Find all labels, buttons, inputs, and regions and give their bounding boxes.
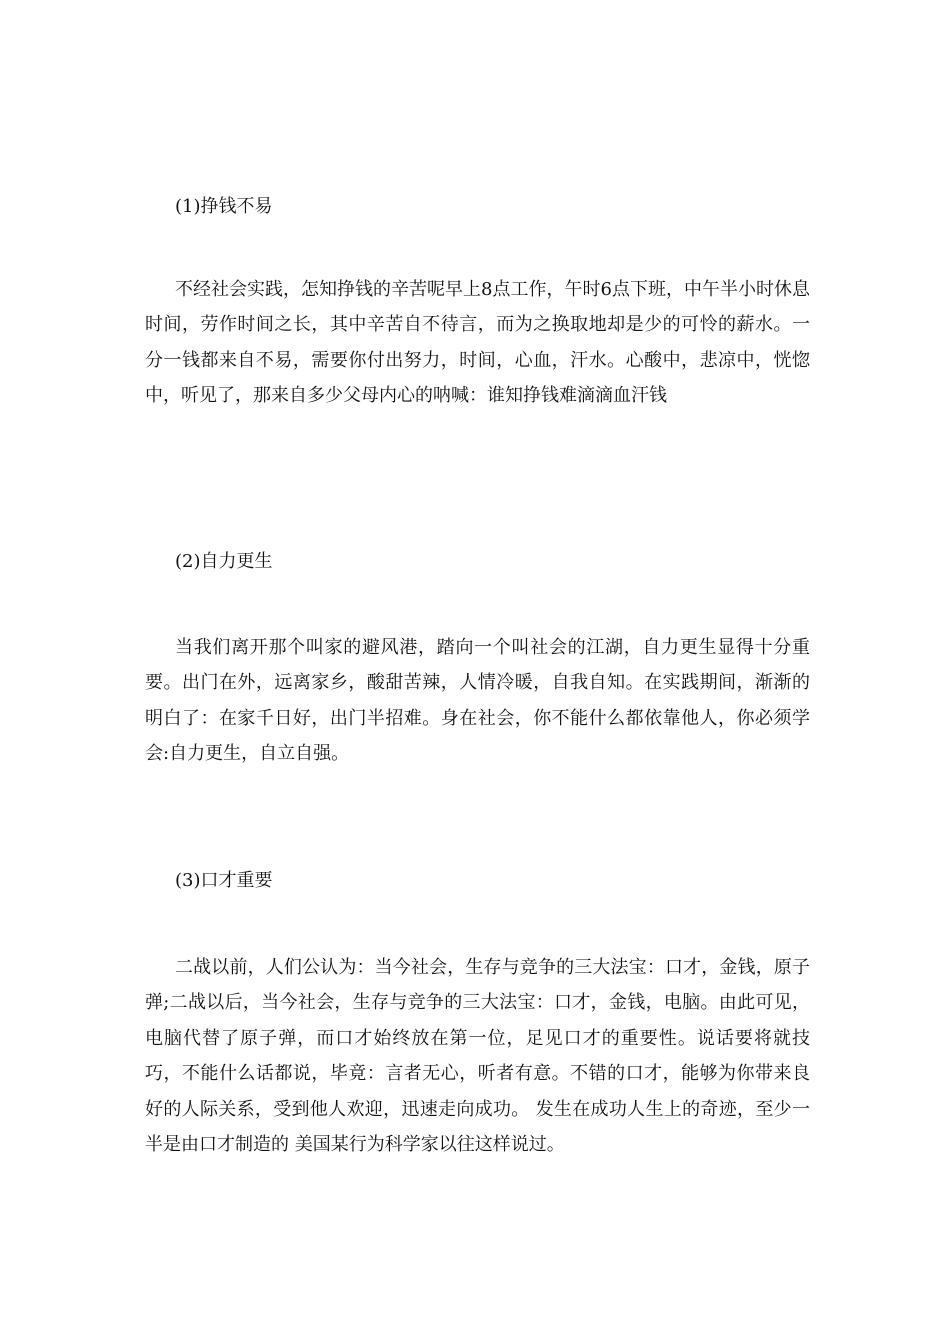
section-body-1: 不经社会实践，怎知挣钱的辛苦呢早上8点工作，午时6点下班，中午半小时休息时间，劳作时间之长，其中辛苦自不待言，而为之换取地却是少的可怜的薪水。一分一钱都来自不易，需要你付出努力，时间，心血，汗水。心酸中，悲凉中，恍惚中，听见了，那来自多少父母内心的呐喊：谁知挣钱难滴滴血汗钱 [145, 279, 810, 407]
section-body-3: 二战以前，人们公认为：当今社会，生存与竞争的三大法宝：口才，金钱，原子弹;二战以后，当今社会，生存与竞争的三大法宝：口才，金钱，电脑。由此可见，电脑代替了原子弹，而口才始终放在第一位，足见口才的重要性。说话要将就技巧，不能什么话都说，毕竟：言者无心，听者有意。不错的口才，能够为你带来良好的人际关系，受到他人欢迎，迅速走向成功。 发生在成功人生上的奇迹，至少一半是由口才制造的 美国某行为科学家以往这样说过。 [145, 957, 810, 1156]
section-body-2: 当我们离开那个叫家的避风港，踏向一个叫社会的江湖，自力更生显得十分重要。出门在外，远离家乡，酸甜苦辣，人情冷暖，自我自知。在实践期间，渐渐的明白了：在家千日好，出门半招难。身在社会，你不能什么都依靠他人，你必须学会:自力更生，自立自强。 [145, 637, 810, 765]
section-heading-1: (1)挣钱不易 [175, 196, 273, 217]
section-heading-3: (3)口才重要 [175, 870, 273, 891]
section-heading-2: (2)自力更生 [175, 551, 273, 572]
